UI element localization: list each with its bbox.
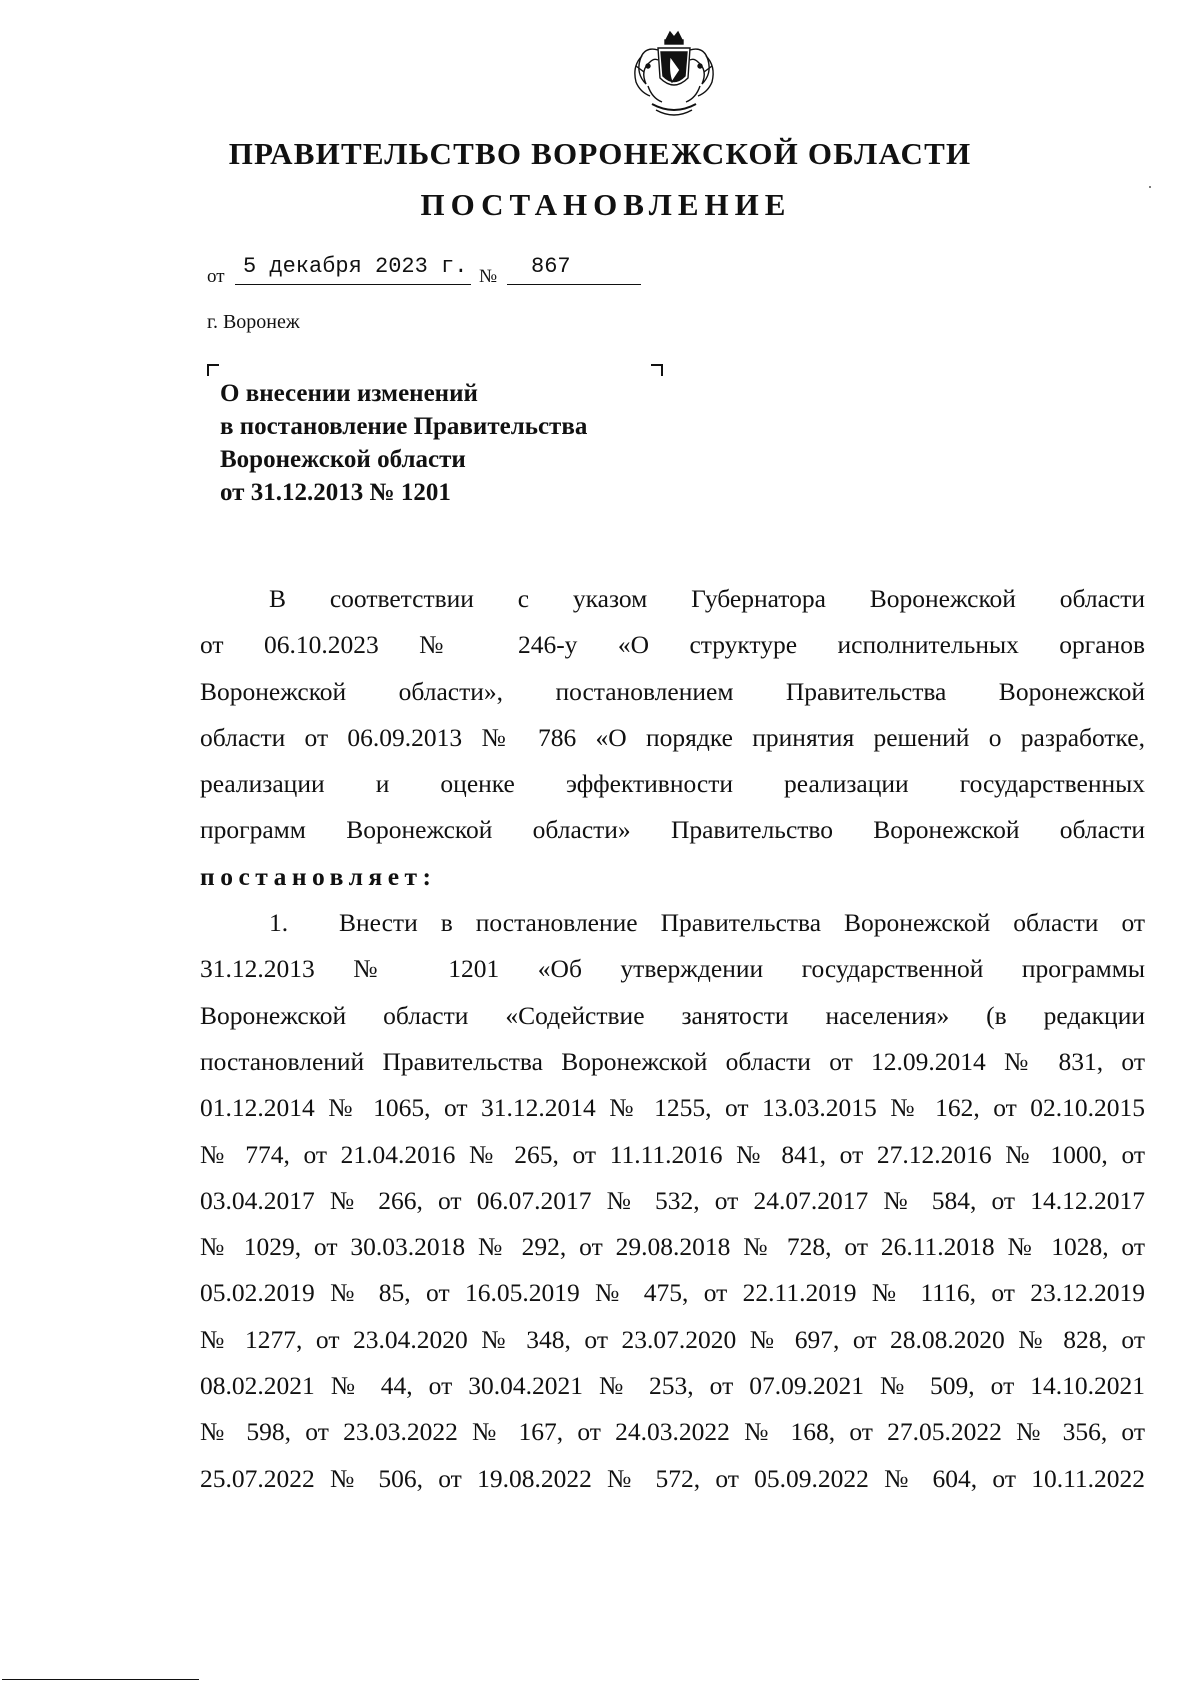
body-line: области от 06.09.2013 № 786 «О порядке принятия решений о разработке, (200, 722, 1145, 752)
voronezh-coat-of-arms-icon (618, 26, 730, 124)
number-label: № (479, 266, 498, 287)
city: г. Воронеж (207, 311, 300, 333)
item-line: 08.02.2021 № 44, от 30.04.2021 № 253, от 07.09.2021 № 509, от 14.10.2021 (200, 1371, 1145, 1401)
body-line: реализации и оценке эффективности реализации государственных (200, 769, 1145, 799)
item-line: 25.07.2022 № 506, от 19.08.2022 № 572, от 05.09.2022 № 604, от 10.11.2022 (200, 1463, 1145, 1493)
subject-line: в постановление Правительства (220, 413, 588, 440)
item-line: Воронежской области «Содействие занятости населения» (в редакции (200, 1000, 1145, 1030)
item-line: постановлений Правительства Воронежской области от 12.09.2014 № 831, от (200, 1046, 1145, 1076)
item-line: 03.04.2017 № 266, от 06.07.2017 № 532, от 24.07.2017 № 584, от 14.12.2017 (200, 1185, 1145, 1215)
issue-number: 867 (531, 254, 571, 279)
scan-speck (1149, 186, 1151, 188)
item-line: № 774, от 21.04.2016 № 265, от 11.11.2016 № 841, от 27.12.2016 № 1000, от (200, 1139, 1145, 1169)
item-line: Внести в постановление Правительства Воронежской области от (339, 908, 1145, 938)
subject-line: от 31.12.2013 № 1201 (220, 479, 451, 506)
issue-date: 5 декабря 2023 г. (243, 254, 468, 279)
document-type: ПОСТАНОВЛЕНИЕ (420, 187, 792, 222)
body-line: от 06.10.2023 № 246-у «О структуре исполнительных органов (200, 630, 1145, 660)
subject-corner-right (651, 364, 663, 376)
subject-line: Воронежской области (220, 446, 466, 473)
body-line: Воронежской области», постановлением Правительства Воронежской (200, 676, 1145, 706)
subject-corner-left (207, 364, 219, 376)
document-subject (220, 377, 690, 509)
decree-word: постановляет: (200, 861, 437, 891)
footnote-rule (2, 1679, 199, 1680)
date-underline (235, 284, 471, 285)
body-line: программ Воронежской области» Правительство Воронежской области (200, 815, 1145, 845)
item-line: № 1029, от 30.03.2018 № 292, от 29.08.2018 № 728, от 26.11.2018 № 1028, от (200, 1232, 1145, 1262)
subject-line: О внесении изменений (220, 380, 478, 407)
item-line: 31.12.2013 № 1201 «Об утверждении государственной программы (200, 954, 1145, 984)
organization-title: ПРАВИТЕЛЬСТВО ВОРОНЕЖСКОЙ ОБЛАСТИ (228, 136, 972, 171)
item-line: 01.12.2014 № 1065, от 31.12.2014 № 1255, от 13.03.2015 № 162, от 02.10.2015 (200, 1093, 1145, 1123)
item-number: 1. (269, 908, 289, 938)
body-line: В соответствии с указом Губернатора Воронежской области (269, 584, 1145, 613)
item-line: 05.02.2019 № 85, от 16.05.2019 № 475, от 22.11.2019 № 1116, от 23.12.2019 (200, 1278, 1145, 1308)
date-from-label: от (207, 266, 225, 287)
number-underline (507, 284, 641, 285)
item-first-line (200, 900, 1145, 946)
item-line: № 1277, от 23.04.2020 № 348, от 23.07.2020 № 697, от 28.08.2020 № 828, от (200, 1324, 1145, 1354)
decree-line (200, 854, 1145, 900)
item-line: № 598, от 23.03.2022 № 167, от 24.03.2022 № 168, от 27.05.2022 № 356, от (200, 1417, 1145, 1447)
document-body (200, 576, 1145, 1502)
